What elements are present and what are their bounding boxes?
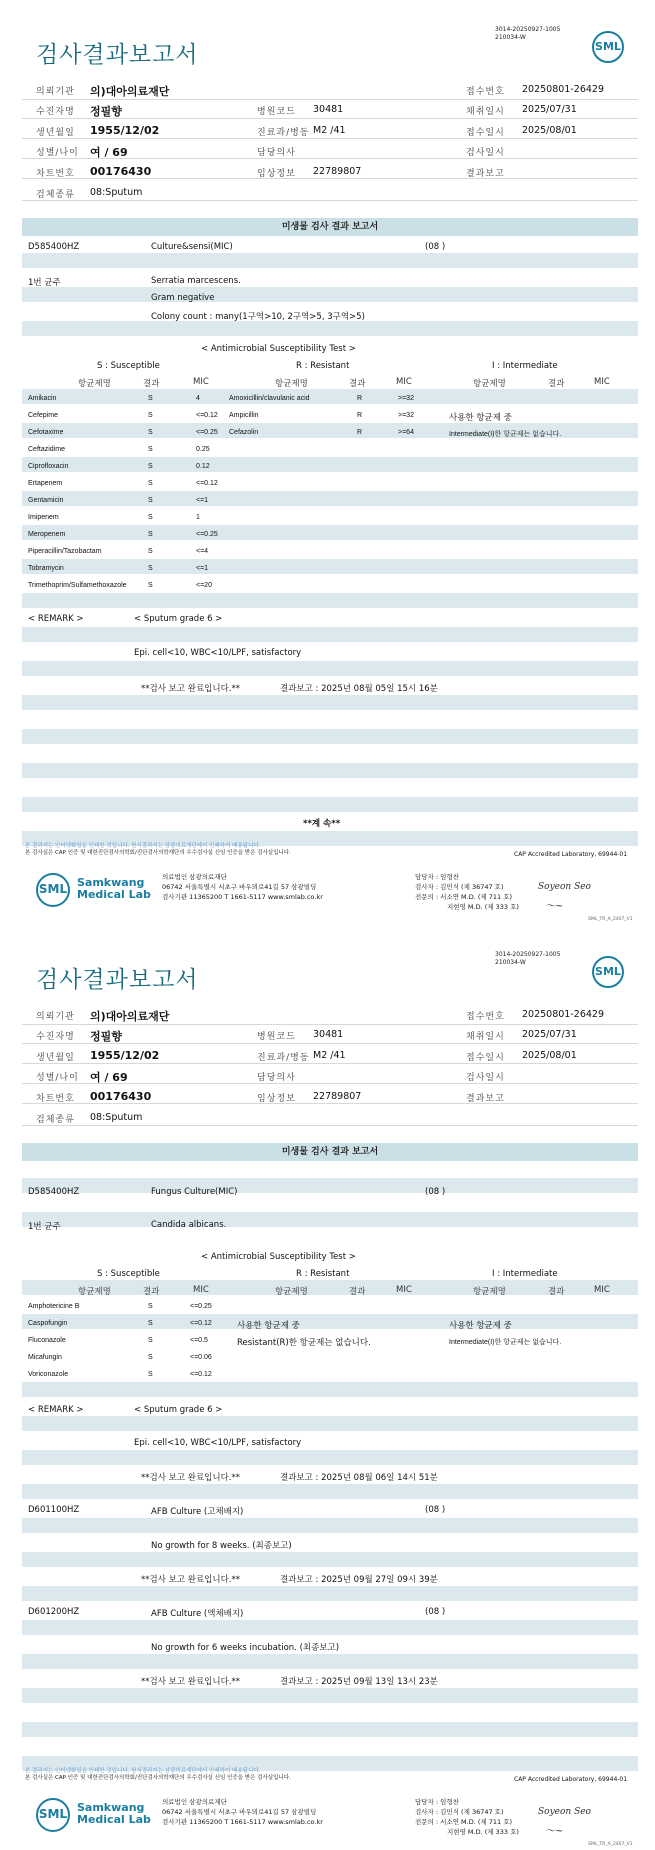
sexage-value: 여 / 69 (90, 1071, 128, 1084)
drug-mic: 1 (196, 514, 200, 521)
signature: 〜~ (545, 901, 564, 912)
drug-mic: 0.25 (196, 446, 210, 453)
test-code: D585400HZ (28, 242, 80, 252)
label-report: 결과보고 (466, 169, 505, 179)
label-clinical: 임상정보 (257, 169, 296, 179)
label-dept: 진료과/병동 (257, 1053, 310, 1063)
drug-mic: <=20 (196, 582, 212, 589)
drug-result: S (148, 548, 153, 555)
drug-result: R (357, 395, 363, 402)
epi-result: Epi. cell<10, WBC<10/LPF, satisfactory (134, 648, 302, 658)
label-patient: 수진자명 (36, 107, 75, 117)
label-recv: 접수일시 (466, 1053, 505, 1063)
drug-result: S (148, 1354, 153, 1361)
drug-name: Trimethoprim/Sulfamethoxazole (28, 582, 127, 589)
ast-title: < Antimicrobial Susceptibility Test > (201, 344, 356, 354)
col-mic: MIC (594, 377, 610, 387)
drug-name: Amoxicillin/clavulanic acid (229, 395, 310, 402)
no-intermediate-note: 사용한 항균제 중 (449, 413, 512, 423)
isolate-colony: Colony count : many(1구역>10, 2구역>5, 3구역>5) (151, 312, 365, 322)
col-drug: 항균제명 (275, 379, 308, 389)
test-specimen-num: (08 ) (425, 242, 446, 252)
drug-mic: <=0.12 (190, 1371, 212, 1378)
dept-value: M2 /41 (313, 1050, 346, 1061)
col-result: 결과 (548, 379, 565, 389)
label-recv: 접수일시 (466, 128, 505, 138)
legend-i: I : Intermediate (492, 361, 558, 371)
drug-result: R (357, 429, 363, 436)
isolate-label: 1번 균주 (28, 1222, 61, 1232)
drug-result: S (148, 565, 153, 572)
no-intermediate-note: Intermediate(I)한 항균제는 없습니다. (449, 431, 562, 438)
drug-result: R (357, 412, 363, 419)
footer-note: 본 결과지는 인터넷화일을 인쇄한 것입니다. 원식결과지는 삼광의료재단에서 인쇄하여 배송됩니다. 본 검사실은 CAP 인증 및 대한진단검사의학회/진단검사의학재단의 우수검사실 신임 인증을 받은 검사실입니다. (25, 843, 291, 856)
label-reqno: 접수번호 (466, 87, 505, 97)
page-title: 검사결과보고서 (36, 42, 199, 68)
sputum-grade: < Sputum grade 6 > (134, 614, 223, 624)
signature: Soyeon Seo (538, 1807, 591, 1817)
remark-label: < REMARK > (28, 1405, 84, 1415)
label-collect: 채취일시 (466, 1032, 505, 1042)
col-mic: MIC (396, 1285, 412, 1295)
drug-name: Gentamicin (28, 497, 64, 504)
drug-mic: >=64 (398, 429, 414, 436)
chart-value: 00176430 (90, 1090, 152, 1103)
drug-name: Cefotaxime (28, 429, 64, 436)
patient-value: 정필향 (90, 1030, 122, 1043)
report-time: 결과보고 : 2025년 08월 05일 15시 16분 (280, 684, 438, 694)
drug-result: S (148, 463, 153, 470)
signatories: 담당자 : 임형찬 검사자 : 김민식 (제 36747 호) 전문의 : 서소연 M.D. (제 711 호) 지현영 M.D. (제 333 호) (415, 1798, 519, 1836)
no-resistant-note: Resistant(R)한 항균제는 없습니다. (237, 1338, 371, 1348)
label-institution: 의뢰기관 (36, 1012, 75, 1022)
remark-label: < REMARK > (28, 614, 84, 624)
label-sexage: 성별/나이 (36, 148, 79, 158)
test-code: D585400HZ (28, 1187, 80, 1197)
test-specimen-num: (08 ) (425, 1187, 446, 1197)
collect-value: 2025/07/31 (522, 1029, 577, 1040)
label-patient: 수진자명 (36, 1032, 75, 1042)
page-title: 검사결과보고서 (36, 967, 199, 993)
col-mic: MIC (396, 377, 412, 387)
col-result: 결과 (143, 1287, 160, 1297)
drug-mic: <=0.25 (190, 1303, 212, 1310)
drug-result: S (148, 1320, 153, 1327)
col-result: 결과 (349, 379, 366, 389)
label-dept: 진료과/병동 (257, 128, 310, 138)
drug-result: S (148, 514, 153, 521)
label-institution: 의뢰기관 (36, 87, 75, 97)
section-title: 미생물 검사 결과 보고서 (22, 1143, 638, 1161)
col-drug: 항균제명 (473, 379, 506, 389)
label-reqno: 접수번호 (466, 1012, 505, 1022)
col-result: 결과 (349, 1287, 366, 1297)
drug-mic: >=32 (398, 395, 414, 402)
drug-name: Amikacin (28, 395, 57, 402)
label-clinical: 임상정보 (257, 1094, 296, 1104)
doc-number: 3014-20250927-1005 210034-W (495, 951, 561, 966)
drug-name: Meropenem (28, 531, 66, 538)
epi-result: Epi. cell<10, WBC<10/LPF, satisfactory (134, 1438, 302, 1448)
reqno-value: 20250801-26429 (522, 1009, 605, 1020)
label-specimen: 검체종류 (36, 190, 75, 200)
label-collect: 채취일시 (466, 107, 505, 117)
label-chart: 차트번호 (36, 1094, 75, 1104)
drug-name: Piperacillin/Tazobactam (28, 548, 102, 555)
report-time: 결과보고 : 2025년 09월 13일 13시 23분 (280, 1677, 438, 1687)
drug-name: Voriconazole (28, 1371, 69, 1378)
drug-name: Caspofungin (28, 1320, 68, 1327)
signature: Soyeon Seo (538, 882, 591, 892)
sexage-value: 여 / 69 (90, 146, 128, 159)
sputum-grade: < Sputum grade 6 > (134, 1405, 223, 1415)
drug-mic: 0.12 (196, 463, 210, 470)
form-version: SML_TR_A_2407_V1 (588, 917, 633, 922)
drug-result: S (148, 446, 153, 453)
drug-name: Tobramycin (28, 565, 64, 572)
clinical-value: 22789807 (313, 1091, 362, 1102)
test-name: Culture&sensi(MIC) (151, 242, 233, 252)
report-time: 결과보고 : 2025년 08월 06일 14시 51분 (280, 1473, 438, 1483)
label-hospcode: 병원코드 (257, 107, 296, 117)
drug-name: Cefepime (28, 412, 58, 419)
legend-r: R : Resistant (296, 361, 350, 371)
label-doctor: 담당의사 (257, 148, 296, 158)
drug-name: Fluconazole (28, 1337, 66, 1344)
col-mic: MIC (193, 1285, 209, 1295)
label-chart: 차트번호 (36, 169, 75, 179)
no-intermediate-note: Intermediate(I)한 항균제는 없습니다. (449, 1339, 562, 1346)
drug-name: Ciprofloxacin (28, 463, 69, 470)
test-code: D601100HZ (28, 1505, 80, 1515)
col-drug: 항균제명 (78, 1287, 111, 1297)
recv-value: 2025/08/01 (522, 1050, 577, 1061)
lab-address: 의료법인 삼광의료재단 06742 서울특별시 서초구 바우뫼로41길 57 삼광빌딩 검사기관 11365200 T 1661-5117 www.smlab.co.kr (162, 873, 323, 901)
drug-mic: >=32 (398, 412, 414, 419)
drug-name: Micafungin (28, 1354, 62, 1361)
drug-name: Imipenem (28, 514, 59, 521)
collect-value: 2025/07/31 (522, 104, 577, 115)
doc-number: 3014-20250927-1005 210034-W (495, 26, 561, 41)
drug-result: S (148, 395, 153, 402)
chart-value: 00176430 (90, 165, 152, 178)
drug-result: S (148, 412, 153, 419)
label-birth: 생년월일 (36, 1053, 75, 1063)
drug-mic: <=1 (196, 565, 209, 572)
drug-mic: <=0.5 (190, 1337, 208, 1344)
no-resistant-note: 사용한 항균제 중 (237, 1321, 300, 1331)
col-result: 결과 (548, 1287, 565, 1297)
test-specimen-num: (08 ) (425, 1505, 446, 1515)
samkwang-logo: SML (36, 1798, 70, 1832)
signature: 〜~ (545, 1826, 564, 1837)
drug-mic: <=0.12 (196, 412, 218, 419)
clinical-value: 22789807 (313, 166, 362, 177)
cap-accreditation: CAP Accredited Laboratory, 69944-01 (514, 851, 628, 858)
samkwang-name: Samkwang Medical Lab (77, 876, 151, 901)
dept-value: M2 /41 (313, 125, 346, 136)
col-drug: 항균제명 (275, 1287, 308, 1297)
legend-r: R : Resistant (296, 1269, 350, 1279)
section-title: 미생물 검사 결과 보고서 (22, 218, 638, 236)
cap-accreditation: CAP Accredited Laboratory, 69944-01 (514, 1776, 628, 1783)
label-exam: 검사일시 (466, 148, 505, 158)
sml-logo: SML (592, 31, 624, 63)
reqno-value: 20250801-26429 (522, 84, 605, 95)
drug-result: S (148, 497, 153, 504)
drug-mic: <=0.12 (190, 1320, 212, 1327)
drug-name: Amphotericine B (28, 1303, 80, 1310)
signatories: 담당자 : 임형찬 검사자 : 김민식 (제 36747 호) 전문의 : 서소연 M.D. (제 711 호) 지현영 M.D. (제 333 호) (415, 873, 519, 911)
report-complete: **검사 보고 완료입니다.** (141, 1677, 241, 1687)
legend-s: S : Susceptible (97, 361, 160, 371)
test-name: AFB Culture (고체배지) (151, 1507, 244, 1517)
legend-i: I : Intermediate (492, 1269, 558, 1279)
drug-mic: <=0.25 (196, 429, 218, 436)
no-intermediate-note: 사용한 항균제 중 (449, 1321, 512, 1331)
drug-result: S (148, 429, 153, 436)
isolate-organism: Serratia marcescens. (151, 276, 241, 286)
label-report: 결과보고 (466, 1094, 505, 1104)
drug-result: S (148, 1371, 153, 1378)
afb-result: No growth for 8 weeks. (최종보고) (151, 1541, 292, 1551)
drug-result: S (148, 1337, 153, 1344)
label-specimen: 검체종류 (36, 1115, 75, 1125)
specimen-value: 08:Sputum (90, 187, 143, 198)
sml-logo: SML (592, 956, 624, 988)
drug-mic: <=0.06 (190, 1354, 212, 1361)
report-complete: **검사 보고 완료입니다.** (141, 684, 241, 694)
drug-name: Ampicillin (229, 412, 259, 419)
test-code: D601200HZ (28, 1607, 80, 1617)
drug-result: S (148, 531, 153, 538)
afb-result: No growth for 6 weeks incubation. (최종보고) (151, 1643, 340, 1653)
drug-mic: <=4 (196, 548, 209, 555)
label-sexage: 성별/나이 (36, 1073, 79, 1083)
col-result: 결과 (143, 379, 160, 389)
report-time: 결과보고 : 2025년 09월 27일 09시 39분 (280, 1575, 438, 1585)
patient-value: 정필향 (90, 105, 122, 118)
footer-note: 본 결과지는 인터넷화일을 인쇄한 것입니다. 원식결과지는 삼광의료재단에서 인쇄하여 배송됩니다. 본 검사실은 CAP 인증 및 대한진단검사의학회/진단검사의학재단의 우수검사실 신임 인증을 받은 검사실입니다. (25, 1768, 291, 1781)
isolate-gram: Gram negative (151, 293, 215, 303)
col-mic: MIC (193, 377, 209, 387)
continued-mark: **계 속** (303, 819, 341, 829)
samkwang-logo: SML (36, 873, 70, 907)
drug-mic: <=0.25 (196, 531, 218, 538)
isolate-label: 1번 균주 (28, 278, 61, 288)
col-drug: 항균제명 (78, 379, 111, 389)
test-specimen-num: (08 ) (425, 1607, 446, 1617)
birth-value: 1955/12/02 (90, 124, 160, 137)
test-name: AFB Culture (액체배지) (151, 1609, 244, 1619)
ast-title: < Antimicrobial Susceptibility Test > (201, 1252, 356, 1262)
hospcode-value: 30481 (313, 1029, 344, 1040)
legend-s: S : Susceptible (97, 1269, 160, 1279)
drug-result: S (148, 1303, 153, 1310)
report-page-2 (0, 925, 655, 1850)
samkwang-name: Samkwang Medical Lab (77, 1801, 151, 1826)
col-drug: 항균제명 (473, 1287, 506, 1297)
recv-value: 2025/08/01 (522, 125, 577, 136)
label-doctor: 담당의사 (257, 1073, 296, 1083)
label-hospcode: 병원코드 (257, 1032, 296, 1042)
label-exam: 검사일시 (466, 1073, 505, 1083)
drug-mic: <=0.12 (196, 480, 218, 487)
col-mic: MIC (594, 1285, 610, 1295)
drug-mic: <=1 (196, 497, 209, 504)
drug-name: Cefazolin (229, 429, 259, 436)
lab-address: 의료법인 삼광의료재단 06742 서울특별시 서초구 바우뫼로41길 57 삼광빌딩 검사기관 11365200 T 1661-5117 www.smlab.co.kr (162, 1798, 323, 1826)
report-complete: **검사 보고 완료입니다.** (141, 1575, 241, 1585)
report-complete: **검사 보고 완료입니다.** (141, 1473, 241, 1483)
isolate-organism: Candida albicans. (151, 1220, 227, 1230)
form-version: SML_TR_A_2407_V1 (588, 1842, 633, 1847)
hospcode-value: 30481 (313, 104, 344, 115)
drug-mic: 4 (196, 395, 200, 402)
test-name: Fungus Culture(MIC) (151, 1187, 238, 1197)
institution-value: 의)대아의료재단 (90, 1010, 170, 1023)
specimen-value: 08:Sputum (90, 1112, 143, 1123)
label-birth: 생년월일 (36, 128, 75, 138)
drug-name: Ceftazidime (28, 446, 65, 453)
drug-result: S (148, 582, 153, 589)
drug-name: Ertapenem (28, 480, 63, 487)
institution-value: 의)대아의료재단 (90, 85, 170, 98)
birth-value: 1955/12/02 (90, 1049, 160, 1062)
drug-result: S (148, 480, 153, 487)
